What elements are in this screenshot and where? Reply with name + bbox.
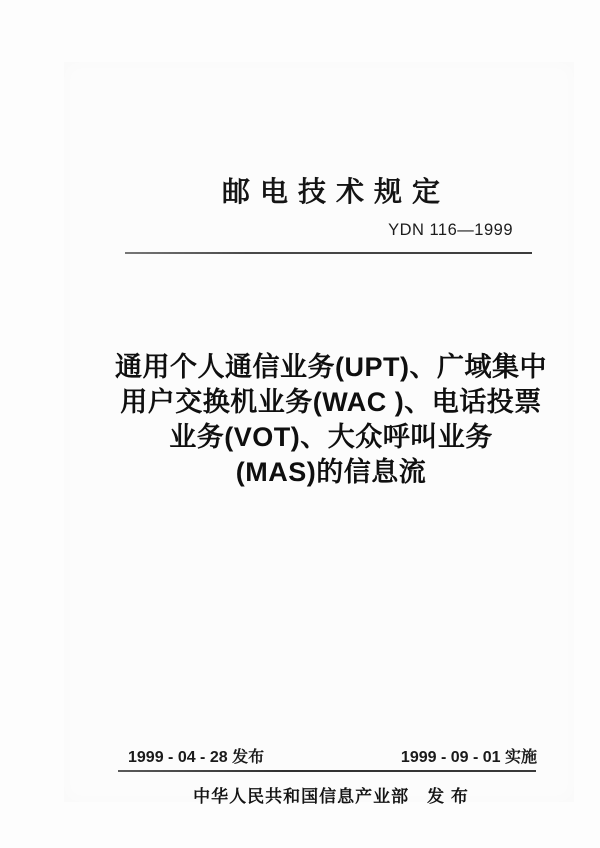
header-divider-rule (125, 252, 532, 254)
document-title-line-3: 业务(VOT)、大众呼叫业务 (169, 422, 493, 452)
publisher: 中华人民共和国信息产业部 发 布 (193, 787, 469, 806)
document-title (50, 350, 600, 490)
document-title-line-1: 通用个人通信业务(UPT)、广域集中 (115, 352, 547, 382)
footer-divider-rule (118, 770, 536, 772)
document-category-title: 邮电技术规定 (221, 176, 450, 207)
dates-row (0, 744, 600, 764)
document-title-line-4: (MAS)的信息流 (235, 457, 427, 487)
standard-number: YDN 116—1999 (388, 221, 513, 239)
document-title-line-2: 用户交换机业务(WAC )、电话投票 (120, 387, 542, 417)
implement-date: 1999 - 09 - 01 实施 (400, 749, 537, 766)
issue-date: 1999 - 04 - 28 发布 (128, 749, 265, 766)
